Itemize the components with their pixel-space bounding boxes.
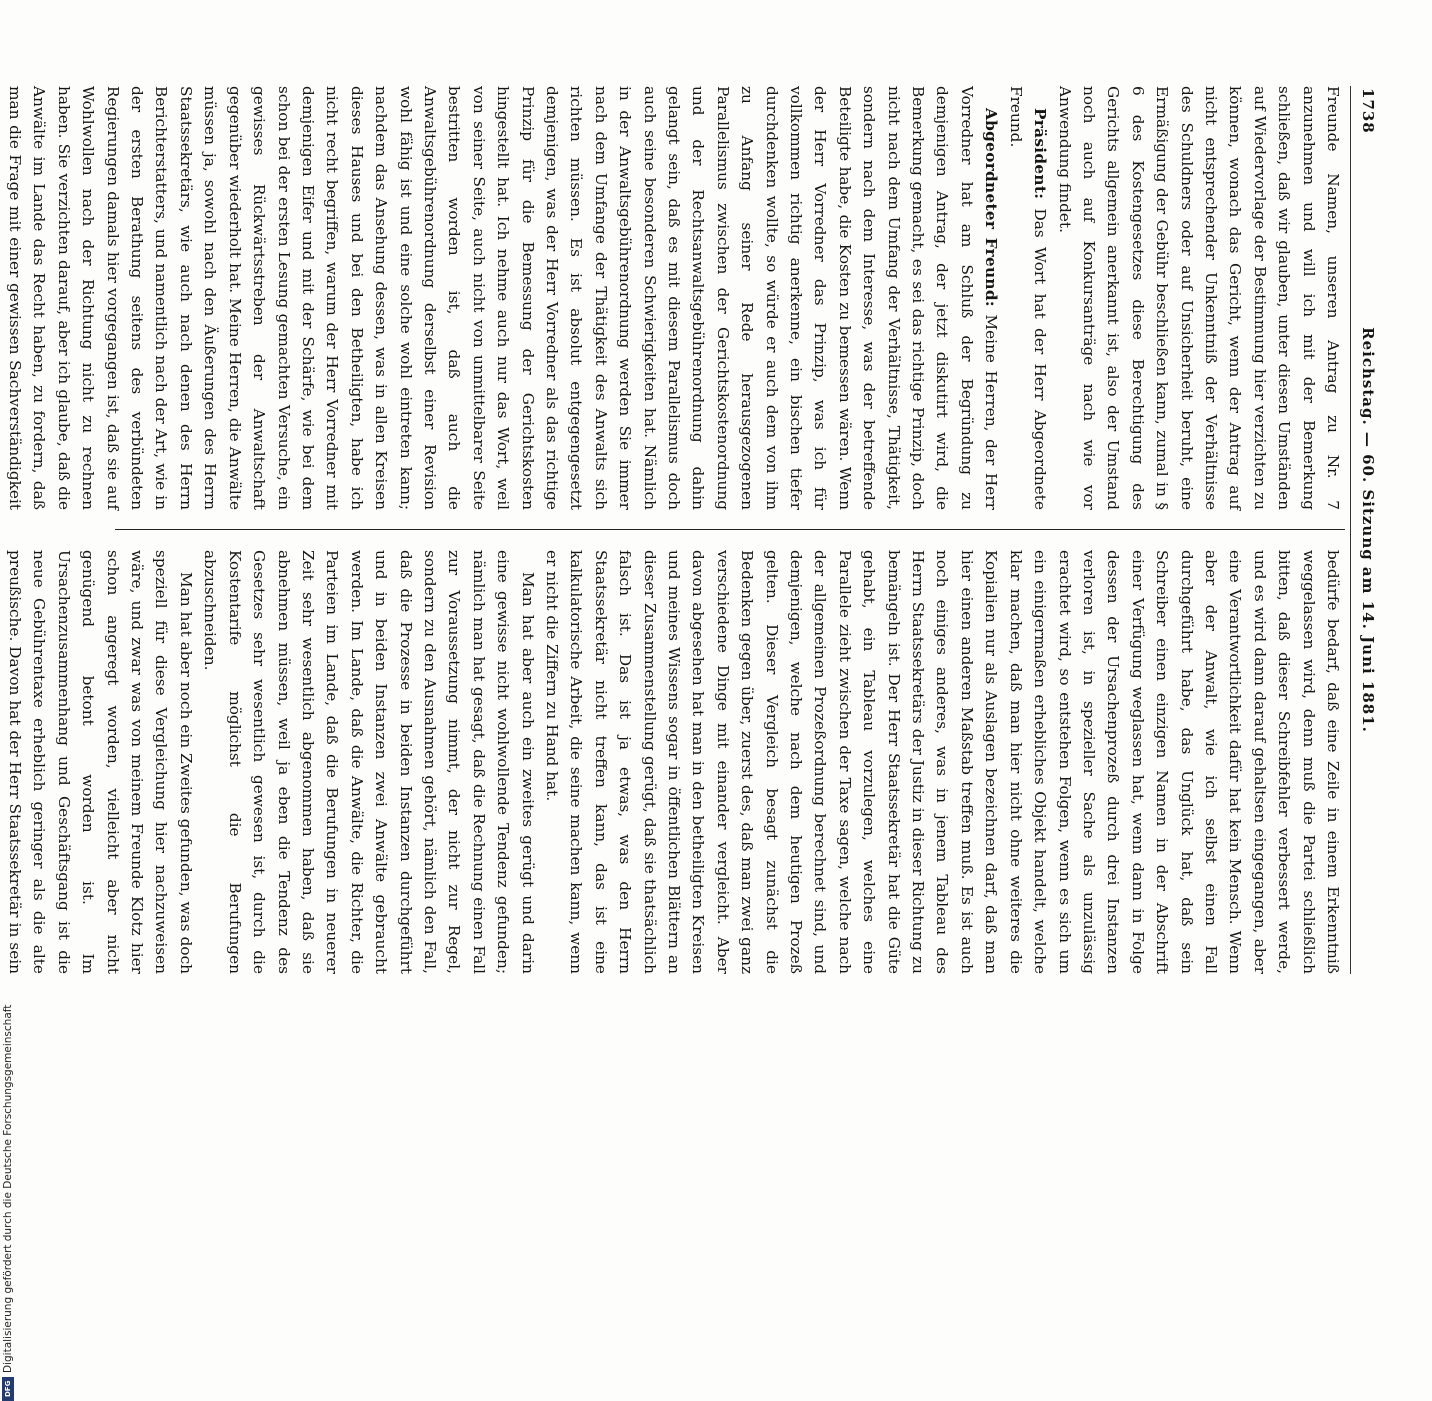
page-number: 1738	[1359, 88, 1377, 134]
text-column-left	[6, 86, 1345, 510]
paragraph	[198, 550, 540, 974]
paragraph-text: Freunde Namen, unseren Antrag zu Nr. 7 anzunehmen und will ich mit der Bemerkung schließen, daß wir glauben, unter diesen Umständen auf Wiedervorlage der Bestimmung hier verzichten zu können, wonach das Gericht, wenn der Antrag auf nicht entsprechender Unkenntniß der Verhältnisse des Schuldners oder auf Unsicherheit beruht, eine Ermäßigung der Gebühr beschließen kann, zumal in § 6 des Kostengesetzes diese Berechtigung des Gerichts allgemein anerkannt ist, also der Umstand noch auch auf Konkursanträge nach wie vor Anwendung findet.	[1055, 86, 1342, 510]
paragraph	[540, 550, 1345, 974]
column-divider	[115, 529, 1345, 530]
paragraph-text: Man hat aber auch ein zweites gerügt und darin eine gewisse nicht wohlwollende Tendenz gefunden; nämlich man hat gesagt, daß die Rechnung einen Fall zur Voraussetzung nimmt, der nicht zur Regel, sondern zu den Ausnahmen gehört, nämlich den Fall, daß die Prozesse in beiden Instanzen durchgeführt und in beiden Instanzen zwei Anwälte gebraucht werden. Im Lande, daß die Anwälte, die Richter, die Parteien im Lande, daß die Berufungen in neuerer Zeit sehr wesentlich abgenommen haben, daß sie abnehmen müssen, weil ja eben die Tendenz des Gesetzes sehr wesentlich gewesen ist, durch die Kostentarife möglichst die Berufungen abzuschneiden.	[201, 550, 537, 974]
paragraph-text: bedürfe bedarf, daß eine Zeile in einem Erkenntniß weggelassen wird, denn muß die Partei schließlich bitten, daß dieser Schreibfehler verbessert werde, und es wird dann darauf gehaltsen eingegangen, aber eine Verantwortlichkeit dafür hat kein Mensch. Wenn aber der Anwalt, wie ich selbst einen Fall durchgeführt habe, das Unglück hat, daß sein Schreiber einen einzigen Namen in der Abschrift einer Verfügung weglassen hat, wenn dann in Folge dessen der Ursachenprozeß durch drei Instanzen verloren ist, in spezieller Sache als unzulässig erachtet wird, so entstehen Folgen, wenn es sich um ein einigermaßen erhebliches Objekt handelt, welche klar machen, daß man hier nicht ohne weiteres die Kopialien nur als Auslagen bezeichnen darf, daß man hier einen anderen Maßstab treffen muß. Es ist auch noch einiges anderes, was in jenem Tableau des Herrn Staatssekretärs der Justiz in dieser Richtung zu bemängeln ist. Der Herr Staatssekretär hat die Güte gehabt, ein Tableau vorzulegen, welches eine Parallele zieht zwischen der Taxe sagen, welche nach der allgemeinen Prozeßordnung berechnet sind, und demjenigen, welche nach dem heutigen Prozeß gelten. Dieser Vergleich besagt zunächst die Bedenken gegen über, zuerst des, daß man zwei ganz verschiedene Dinge mit einander vergleicht. Aber davon abgesehen hat man in den betheiligten Kreisen und meines Wissens sogar in öffentlichen Blättern an dieser Zusammenstellung gerügt, daß sie thatsächlich falsch ist. Das ist ja etwas, was den Herrn Staatssekretär nicht treffen kann, das ist eine kalkulatorische Arbeit, die seine machen kann, wenn er nicht die Ziffern zu Hand hat.	[543, 550, 1342, 974]
paragraph-text: Das Wort hat der Herr Abgeordnete Freund.	[1006, 86, 1050, 510]
rotated-page	[6, 86, 1379, 974]
paragraph	[1052, 86, 1345, 510]
header-rule	[1350, 86, 1351, 974]
paragraph-text: Man hat aber noch ein Zweites gefunden, was doch speziell für diese Vergleichung hier nachzuweisen wäre, und zwar was von meinem Freunde Klotz hier schon angeregt worden, vielleicht aber nicht genügend betont worden ist. Im Ursachenzusammenhang und Geschäftsgang ist die neue Gebührentaxe erheblich geringer als die alte preußische. Davon hat der Herr Staatssekretär in sein	[6, 550, 195, 974]
speaker-name: Abgeordneter Freund:	[982, 108, 1001, 307]
paragraph	[0, 86, 1003, 510]
text-column-right	[6, 550, 1345, 974]
paragraph-text: Meine Herren, der Herr Vorredner hat am Schluß der Begründung zu demjenigen Antrag, der jetzt diskutirt wird, die Bemerkung gemacht, es sei das richtige Prinzip, doch nicht nach dem Umfang der Verhältnisse, Thätigkeit, sondern nach dem Interesse, was der betreffende Beteiligte habe, die Kosten zu bemessen wären. Wenn der Herr Vorredner das Prinzip, was ich für vollkommen richtig anerkenne, ein bischen tiefer durchdenken wollte, so würde er auch dem von ihm zu Anfang seiner Rede herausgezogenen Parallelismus zwischen der Gerichtskostenordnung und der Rechtsanwaltsgebührenordnung dahin gelangt sein, daß es mit diesem Parallelismus doch auch seine besonderen Schwierigkeiten hat. Nämlich in der Anwaltsgebührenordnung werden Sie immer nach dem Umfange der Thätigkeit des Anwalts sich richten müssen. Es ist absolut entgegengesetzt demjenigen, was der Herr Vorredner als das richtige Prinzip für die Bemessung der Gerichtskosten hingestellt hat. Ich nehme auch nur das Wort, weil von seiner Seite, auch nicht von unmittelbarer Seite bestritten worden ist, daß auch die Anwaltsgebührenordnung derselbst einer Revision wohl fähig ist und eine solche wohl eintreten kann; nachdem das Ansehung dessen, was in allen Kreisen dieses Hauses und bei den Betheiligten, habe ich nicht recht begriffen, warum der Herr Vorredner mit demjenigen Eifer und mit der Schärfe, wie bei dem schon bei der ersten Lesung gemachten Versuche, ein gewisses Rückwärtsstreben der Anwaltschaft gegenüber wiederholt hat. Meine Herren, die Anwälte müssen ja, sowohl nach den Äußerungen des Herrn Staatssekretärs, wie auch nach denen des Herrn Berichterstatters, und namentlich nach der Art, wie in der ersten Berathung seitens des verbündeten Regierungen damals hier vorgegangen ist, daß sie auf Wohlwollen nach der Richtung nicht zu rechnen haben. Sie verzichten darauf, aber ich glaube, daß die Anwälte im Lande das Recht haben, zu fordern, daß man die Frage mit einer gewissen Sachverständigkeit	[6, 86, 1001, 510]
credit-text: Digitalisierung gefördert durch die Deutsche Forschungsgemeinschaft	[2, 1004, 14, 1373]
running-title: Reichstag. — 60. Sitzung am 14. Juni 1881.	[1359, 327, 1377, 733]
digitization-credit	[2, 981, 14, 1401]
paragraph	[0, 550, 198, 974]
paragraph	[1003, 86, 1052, 510]
speaker-name: Präsident:	[1031, 108, 1050, 200]
page-header	[1353, 86, 1379, 974]
dfg-logo: DFG	[2, 1377, 14, 1401]
